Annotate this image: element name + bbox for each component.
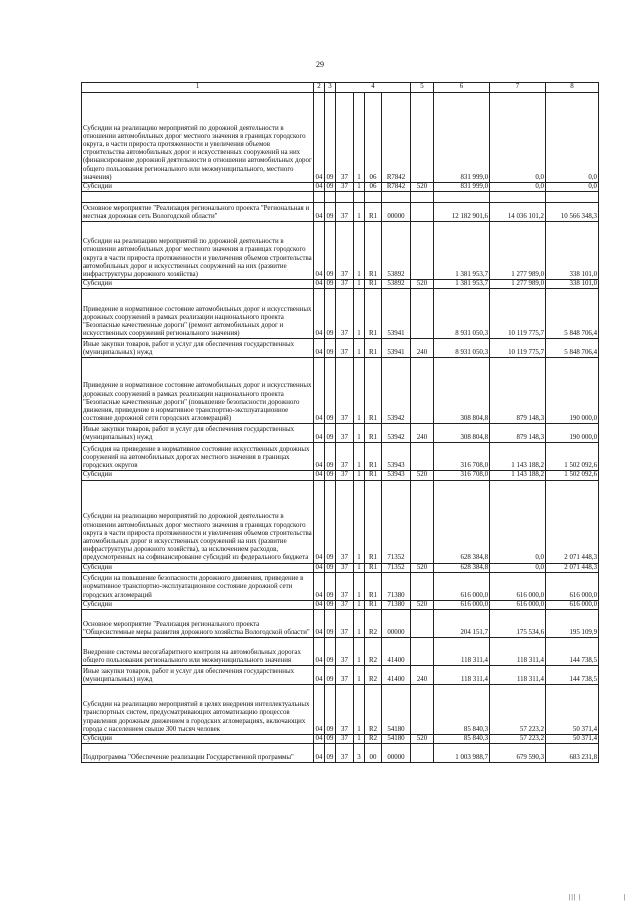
amount-cell: 628 384,8 <box>434 563 490 572</box>
row-name-cell: Субсидии на реализацию мероприятий по дорожной деятельности в отношении автомобильных дорог местного значения в границах городского округа в части прироста протяженности и увеличения объемов строительства автомобильных дорог и искусственных сооружений на них (развитие инфраструктуры дорожного хозяйства), за исключением расходов, предусмотренных на софинансирование субсидий из федерального бюджета <box>82 480 314 563</box>
row-name-cell: Подпрограмма "Обеспечение реализации Государственной программы" <box>82 744 314 763</box>
row-name-cell: Иные закупки товаров, работ и услуг для обеспечения государственных (муниципальных) нужд <box>82 424 314 443</box>
code-cell: 1 <box>354 666 365 685</box>
code-cell: 53941 <box>382 289 411 339</box>
code-cell: 00000 <box>382 610 411 638</box>
code-cell: R1 <box>365 600 382 609</box>
amount-cell: 85 840,3 <box>434 735 490 744</box>
code-cell: 37 <box>336 744 354 763</box>
code-cell: 09 <box>325 638 336 666</box>
row-name-cell: Приведение в нормативное состояние автомобильных дорог и искусственных дорожных сооружений в рамках реализации национального проекта "Безопасные качественные дороги" (повышение безопасности дорожного движения, приведение в нормативное транспортно-эксплуатационное состояние дорожной сети городских агломераций) <box>82 358 314 424</box>
amount-cell: 1 277 989,0 <box>490 280 546 289</box>
table-row <box>82 666 599 685</box>
code-cell <box>411 358 434 424</box>
amount-cell: 0,0 <box>546 183 599 192</box>
col-header: 4 <box>336 83 411 93</box>
table-header-row <box>82 83 599 93</box>
code-cell: 520 <box>411 600 434 609</box>
table-row <box>82 280 599 289</box>
code-cell: 37 <box>336 480 354 563</box>
amount-cell: 0,0 <box>546 93 599 183</box>
code-cell: 1 <box>354 183 365 192</box>
code-cell: 71380 <box>382 572 411 600</box>
row-name-cell: Субсидии на реализацию мероприятий по дорожной деятельности в отношении автомобильных дорог местного значения в границах городского округа в части прироста протяженности и увеличения объемов строительства автомобильных дорог и искусственных сооружений на них (развитие инфраструктуры дорожного хозяйства) <box>82 222 314 280</box>
amount-cell: 0,0 <box>490 480 546 563</box>
table-row <box>82 600 599 609</box>
amount-cell: 1 381 953,7 <box>434 280 490 289</box>
empty-cell <box>354 192 365 203</box>
code-cell: 37 <box>336 685 354 735</box>
amount-cell: 2 071 448,3 <box>546 563 599 572</box>
amount-cell: 144 738,5 <box>546 638 599 666</box>
col-header: 6 <box>434 83 490 93</box>
amount-cell: 2 071 448,3 <box>546 480 599 563</box>
code-cell: R1 <box>365 339 382 358</box>
amount-cell: 10 119 775,7 <box>490 339 546 358</box>
row-name-cell: Субсидия на приведение в нормативное состояние искусственных дорожных сооружений на автомобильных дорогах местного значения в границах городских округов <box>82 443 314 471</box>
code-cell: 00000 <box>382 744 411 763</box>
amount-cell: 0,0 <box>490 93 546 183</box>
code-cell: R1 <box>365 280 382 289</box>
table-row <box>82 183 599 192</box>
table-row <box>82 358 599 424</box>
code-cell: 09 <box>325 600 336 609</box>
empty-cell <box>546 192 599 203</box>
code-cell: 37 <box>336 638 354 666</box>
code-cell: R2 <box>365 638 382 666</box>
table-row <box>82 424 599 443</box>
code-cell <box>411 572 434 600</box>
code-cell <box>411 744 434 763</box>
code-cell: 53892 <box>382 280 411 289</box>
code-cell <box>411 93 434 183</box>
code-cell: 37 <box>336 222 354 280</box>
amount-cell: 1 277 989,0 <box>490 222 546 280</box>
code-cell: 1 <box>354 358 365 424</box>
amount-cell: 338 101,0 <box>546 222 599 280</box>
footer-mark-right: | <box>624 893 626 901</box>
code-cell: 37 <box>336 572 354 600</box>
amount-cell: 195 109,9 <box>546 610 599 638</box>
amount-cell: 616 000,0 <box>546 600 599 609</box>
code-cell: 37 <box>336 203 354 222</box>
empty-cell <box>434 192 490 203</box>
empty-cell <box>82 192 314 203</box>
code-cell: 09 <box>325 424 336 443</box>
code-cell: 04 <box>314 222 325 280</box>
code-cell: 1 <box>354 572 365 600</box>
code-cell: 09 <box>325 666 336 685</box>
amount-cell: 50 371,4 <box>546 685 599 735</box>
amount-cell: 14 036 101,2 <box>490 203 546 222</box>
code-cell: R1 <box>365 563 382 572</box>
amount-cell: 1 143 188,2 <box>490 471 546 480</box>
amount-cell: 0,0 <box>490 183 546 192</box>
empty-cell <box>382 192 411 203</box>
code-cell: 00 <box>365 744 382 763</box>
spacer-row <box>82 192 599 203</box>
amount-cell: 683 231,8 <box>546 744 599 763</box>
row-name-cell: Внедрение системы весогабаритного контроля на автомобильных дорогах общего пользования регионального или межмуниципального значения <box>82 638 314 666</box>
col-header: 8 <box>546 83 599 93</box>
code-cell: 37 <box>336 358 354 424</box>
code-cell: 240 <box>411 424 434 443</box>
code-cell: R1 <box>365 289 382 339</box>
code-cell: 1 <box>354 443 365 471</box>
amount-cell: 118 311,4 <box>434 666 490 685</box>
code-cell: 240 <box>411 339 434 358</box>
code-cell: 53892 <box>382 222 411 280</box>
code-cell: 06 <box>365 183 382 192</box>
code-cell: 09 <box>325 563 336 572</box>
empty-cell <box>325 192 336 203</box>
col-header: 1 <box>82 83 314 93</box>
amount-cell: 1 502 092,6 <box>546 471 599 480</box>
amount-cell: 831 999,0 <box>434 93 490 183</box>
code-cell: 04 <box>314 685 325 735</box>
amount-cell: 1 143 188,2 <box>490 443 546 471</box>
col-header: 5 <box>411 83 434 93</box>
amount-cell: 85 840,3 <box>434 685 490 735</box>
code-cell: 37 <box>336 280 354 289</box>
code-cell: 37 <box>336 339 354 358</box>
code-cell: R7842 <box>382 183 411 192</box>
code-cell: 71352 <box>382 563 411 572</box>
code-cell: 04 <box>314 563 325 572</box>
code-cell: 04 <box>314 203 325 222</box>
table-row <box>82 735 599 744</box>
code-cell: 09 <box>325 93 336 183</box>
row-name-cell: Субсидии на повышение безопасности дорожного движения, приведение в нормативное транспортно-эксплуатационное состояние дорожной сети городских агломераций <box>82 572 314 600</box>
table-row <box>82 289 599 339</box>
code-cell: R2 <box>365 610 382 638</box>
code-cell: 41400 <box>382 666 411 685</box>
page-number: 29 <box>316 60 324 69</box>
code-cell: 71352 <box>382 480 411 563</box>
code-cell: 1 <box>354 339 365 358</box>
budget-table <box>81 82 599 763</box>
amount-cell: 1 381 953,7 <box>434 222 490 280</box>
code-cell: 53942 <box>382 424 411 443</box>
code-cell: 37 <box>336 443 354 471</box>
table-row <box>82 610 599 638</box>
code-cell: 09 <box>325 744 336 763</box>
table-row <box>82 480 599 563</box>
code-cell: 09 <box>325 572 336 600</box>
code-cell: 1 <box>354 289 365 339</box>
col-header: 7 <box>490 83 546 93</box>
amount-cell: 879 148,3 <box>490 358 546 424</box>
amount-cell: 50 371,4 <box>546 735 599 744</box>
amount-cell: 8 931 050,3 <box>434 339 490 358</box>
code-cell: R2 <box>365 685 382 735</box>
code-cell: R1 <box>365 572 382 600</box>
table-row <box>82 563 599 572</box>
code-cell: 09 <box>325 610 336 638</box>
code-cell: 1 <box>354 563 365 572</box>
code-cell: 37 <box>336 424 354 443</box>
code-cell: 54180 <box>382 685 411 735</box>
amount-cell: 12 182 901,6 <box>434 203 490 222</box>
amount-cell: 8 931 050,3 <box>434 289 490 339</box>
code-cell <box>411 480 434 563</box>
code-cell <box>411 289 434 339</box>
row-name-cell: Субсидии <box>82 600 314 609</box>
code-cell: 09 <box>325 280 336 289</box>
amount-cell: 175 534,6 <box>490 610 546 638</box>
amount-cell: 118 311,4 <box>490 638 546 666</box>
row-name-cell: Основное мероприятие "Реализация регионального проекта "Общесистемные меры развития дорожного хозяйства Вологодской области" <box>82 610 314 638</box>
row-name-cell: Субсидии <box>82 735 314 744</box>
amount-cell: 118 311,4 <box>434 638 490 666</box>
table-row <box>82 222 599 280</box>
code-cell: 09 <box>325 339 336 358</box>
amount-cell: 616 000,0 <box>434 600 490 609</box>
code-cell: 04 <box>314 289 325 339</box>
code-cell: 00000 <box>382 203 411 222</box>
code-cell: R1 <box>365 203 382 222</box>
row-name-cell: Субсидии <box>82 563 314 572</box>
amount-cell: 5 848 706,4 <box>546 289 599 339</box>
code-cell: 520 <box>411 735 434 744</box>
code-cell: 37 <box>336 93 354 183</box>
code-cell: 71380 <box>382 600 411 609</box>
amount-cell: 1 502 092,6 <box>546 443 599 471</box>
code-cell: 09 <box>325 358 336 424</box>
amount-cell: 190 000,0 <box>546 358 599 424</box>
code-cell: 09 <box>325 480 336 563</box>
code-cell: 53941 <box>382 339 411 358</box>
amount-cell: 308 804,8 <box>434 358 490 424</box>
table-row <box>82 572 599 600</box>
code-cell <box>411 222 434 280</box>
code-cell <box>411 443 434 471</box>
amount-cell: 616 000,0 <box>490 572 546 600</box>
code-cell <box>411 638 434 666</box>
code-cell: R1 <box>365 358 382 424</box>
code-cell: 04 <box>314 183 325 192</box>
code-cell: 520 <box>411 471 434 480</box>
code-cell: R1 <box>365 480 382 563</box>
amount-cell: 616 000,0 <box>490 600 546 609</box>
table-row <box>82 93 599 183</box>
code-cell: 04 <box>314 93 325 183</box>
code-cell: 1 <box>354 471 365 480</box>
code-cell: 37 <box>336 183 354 192</box>
amount-cell: 628 384,8 <box>434 480 490 563</box>
amount-cell: 679 590,3 <box>490 744 546 763</box>
row-name-cell: Иные закупки товаров, работ и услуг для обеспечения государственных (муниципальных) нужд <box>82 339 314 358</box>
code-cell: 520 <box>411 563 434 572</box>
code-cell <box>411 203 434 222</box>
code-cell: 04 <box>314 339 325 358</box>
code-cell: 04 <box>314 744 325 763</box>
code-cell: 37 <box>336 289 354 339</box>
code-cell: 04 <box>314 471 325 480</box>
amount-cell: 1 003 988,7 <box>434 744 490 763</box>
empty-cell <box>490 192 546 203</box>
code-cell: 04 <box>314 610 325 638</box>
code-cell: 1 <box>354 638 365 666</box>
code-cell: 3 <box>354 744 365 763</box>
code-cell: 09 <box>325 183 336 192</box>
amount-cell: 831 999,0 <box>434 183 490 192</box>
code-cell: 37 <box>336 735 354 744</box>
row-name-cell: Иные закупки товаров, работ и услуг для обеспечения государственных (муниципальных) нужд <box>82 666 314 685</box>
code-cell: 1 <box>354 480 365 563</box>
code-cell: 04 <box>314 572 325 600</box>
amount-cell: 190 000,0 <box>546 424 599 443</box>
code-cell <box>411 685 434 735</box>
code-cell: 520 <box>411 183 434 192</box>
code-cell: 240 <box>411 666 434 685</box>
code-cell: 09 <box>325 443 336 471</box>
amount-cell: 316 708,0 <box>434 443 490 471</box>
row-name-cell: Субсидии на реализацию мероприятий в целях внедрения интеллектуальных транспортных систем, предусматривающих автоматизацию процессов управления дорожным движением в городских агломерациях, включающих города с населением свыше 300 тысяч человек <box>82 685 314 735</box>
code-cell: 1 <box>354 600 365 609</box>
empty-cell <box>314 192 325 203</box>
amount-cell: 316 708,0 <box>434 471 490 480</box>
row-name-cell: Приведение в нормативное состояние автомобильных дорог и искусственных дорожных сооружений в рамках реализации национального проекта "Безопасные качественные дороги" (ремонт автомобильных дорог и искусственных сооружений регионального значения) <box>82 289 314 339</box>
code-cell: 54180 <box>382 735 411 744</box>
amount-cell: 57 223,2 <box>490 685 546 735</box>
col-header: 3 <box>325 83 336 93</box>
code-cell: 1 <box>354 685 365 735</box>
table-row <box>82 443 599 471</box>
amount-cell: 57 223,2 <box>490 735 546 744</box>
table-row <box>82 203 599 222</box>
code-cell: 1 <box>354 424 365 443</box>
code-cell: R1 <box>365 222 382 280</box>
code-cell: 37 <box>336 610 354 638</box>
amount-cell: 879 148,3 <box>490 424 546 443</box>
code-cell: 04 <box>314 735 325 744</box>
empty-cell <box>365 192 382 203</box>
code-cell: 37 <box>336 666 354 685</box>
row-name-cell: Основное мероприятие "Реализация регионального проекта "Региональная и местная дорожная сеть Вологодской области" <box>82 203 314 222</box>
amount-cell: 308 804,8 <box>434 424 490 443</box>
empty-cell <box>411 192 434 203</box>
code-cell: 09 <box>325 222 336 280</box>
empty-cell <box>336 192 354 203</box>
amount-cell: 118 311,4 <box>490 666 546 685</box>
col-header: 2 <box>314 83 325 93</box>
code-cell: 1 <box>354 610 365 638</box>
code-cell: 1 <box>354 280 365 289</box>
code-cell: R2 <box>365 735 382 744</box>
code-cell: 04 <box>314 443 325 471</box>
table-row <box>82 638 599 666</box>
code-cell: 09 <box>325 685 336 735</box>
amount-cell: 204 151,7 <box>434 610 490 638</box>
code-cell: R1 <box>365 443 382 471</box>
code-cell: R1 <box>365 471 382 480</box>
code-cell: 09 <box>325 203 336 222</box>
code-cell: 37 <box>336 563 354 572</box>
code-cell: 520 <box>411 280 434 289</box>
amount-cell: 10 566 348,3 <box>546 203 599 222</box>
code-cell: 06 <box>365 93 382 183</box>
code-cell: R7842 <box>382 93 411 183</box>
code-cell: 37 <box>336 600 354 609</box>
code-cell: 04 <box>314 424 325 443</box>
code-cell: R1 <box>365 424 382 443</box>
table-row <box>82 471 599 480</box>
table-row <box>82 339 599 358</box>
code-cell: 37 <box>336 471 354 480</box>
code-cell <box>411 610 434 638</box>
footer-marks: ||| | <box>569 893 582 901</box>
amount-cell: 338 101,0 <box>546 280 599 289</box>
code-cell: 09 <box>325 289 336 339</box>
code-cell: 04 <box>314 480 325 563</box>
code-cell: 1 <box>354 93 365 183</box>
code-cell: 41400 <box>382 638 411 666</box>
code-cell: 04 <box>314 600 325 609</box>
code-cell: 09 <box>325 735 336 744</box>
amount-cell: 5 848 706,4 <box>546 339 599 358</box>
code-cell: 53943 <box>382 471 411 480</box>
table-row <box>82 744 599 763</box>
row-name-cell: Субсидии на реализацию мероприятий по дорожной деятельности в отношении автомобильных дорог местного значения в границах городского округа, в части прироста протяженности и увеличения объемов строительства автомобильных дорог и искусственных сооружений на них (финансирование дорожной деятельности в отношении автомобильных дорог общего пользования регионального или межмуниципального, местного значения) <box>82 93 314 183</box>
row-name-cell: Субсидии <box>82 183 314 192</box>
row-name-cell: Субсидии <box>82 471 314 480</box>
code-cell: 04 <box>314 358 325 424</box>
code-cell: 04 <box>314 666 325 685</box>
code-cell: 53942 <box>382 358 411 424</box>
code-cell: 09 <box>325 471 336 480</box>
code-cell: R2 <box>365 666 382 685</box>
amount-cell: 616 000,0 <box>434 572 490 600</box>
amount-cell: 144 738,5 <box>546 666 599 685</box>
table-row <box>82 685 599 735</box>
code-cell: 1 <box>354 222 365 280</box>
amount-cell: 0,0 <box>490 563 546 572</box>
amount-cell: 616 000,0 <box>546 572 599 600</box>
code-cell: 04 <box>314 280 325 289</box>
code-cell: 04 <box>314 638 325 666</box>
code-cell: 1 <box>354 203 365 222</box>
code-cell: 53943 <box>382 443 411 471</box>
code-cell: 1 <box>354 735 365 744</box>
amount-cell: 10 119 775,7 <box>490 289 546 339</box>
row-name-cell: Субсидии <box>82 280 314 289</box>
